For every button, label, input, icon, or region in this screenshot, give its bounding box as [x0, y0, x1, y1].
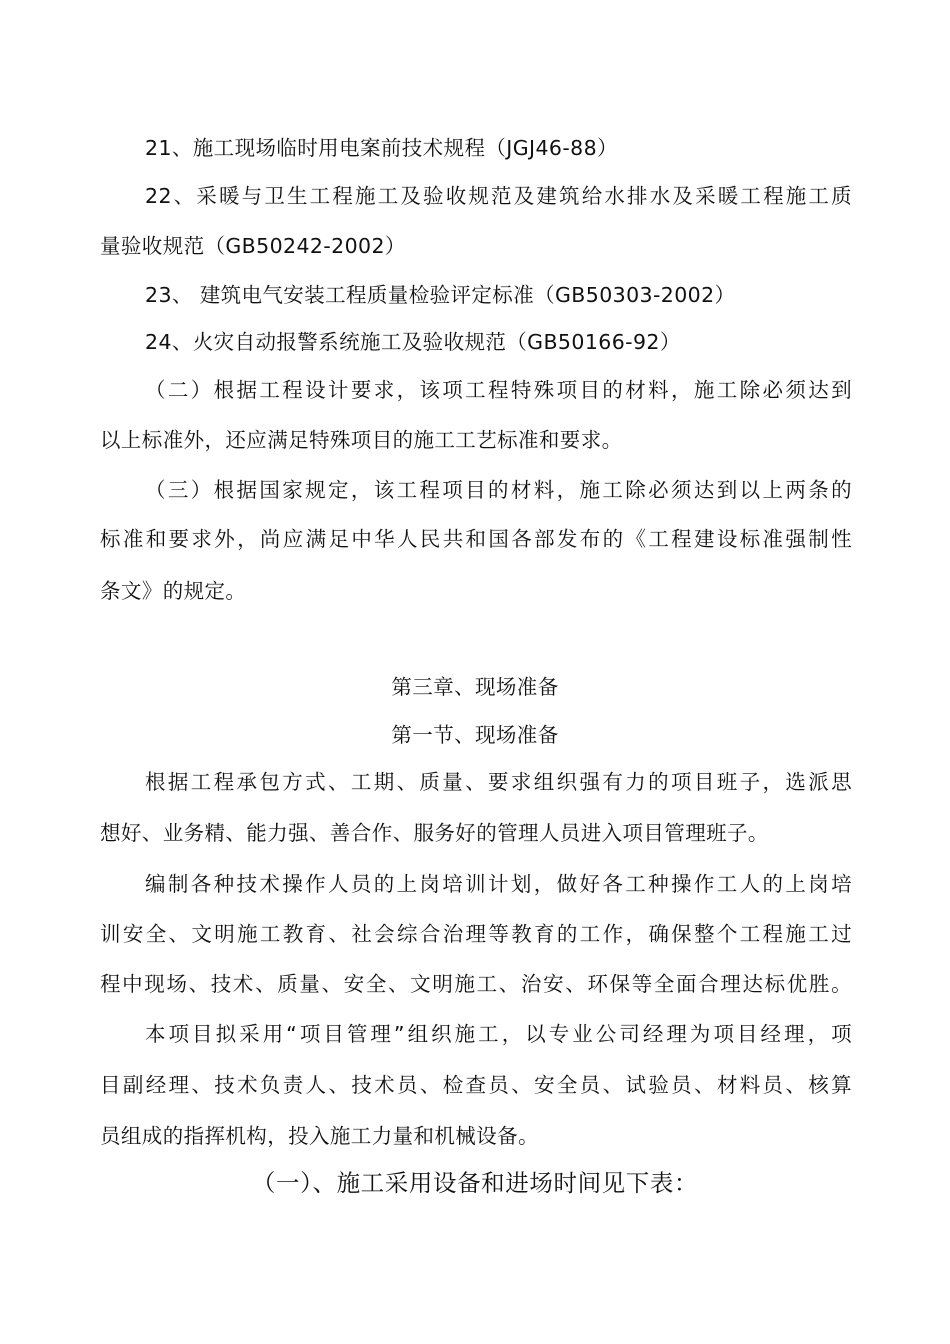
standard-item-23: 23、 建筑电气安装工程质量检验评定标准（GB50303-2002）	[145, 283, 736, 307]
paragraph-three-line-3: 条文》的规定。	[100, 579, 247, 603]
paragraph-team-line-2: 想好、业务精、能力强、善合作、服务好的管理人员进入项目管理班子。	[100, 821, 769, 845]
equipment-table-heading: （一）、施工采用设备和进场时间见下表：	[251, 1169, 699, 1197]
paragraph-management-line-2: 目副经理、技术负责人、技术员、检查员、安全员、试验员、材料员、核算	[100, 1073, 852, 1097]
standard-item-22-line-2: 量验收规范（GB50242-2002）	[100, 234, 406, 258]
paragraph-management-line-3: 员组成的指挥机构，投入施工力量和机械设备。	[100, 1124, 539, 1148]
paragraph-two-line-2: 以上标准外，还应满足特殊项目的施工工艺标准和要求。	[100, 428, 623, 452]
chapter-title: 第三章、现场准备	[391, 675, 559, 699]
paragraph-three-line-1: （三）根据国家规定，该工程项目的材料，施工除必须达到以上两条的	[145, 478, 852, 502]
standard-item-22-line-1: 22、采暖与卫生工程施工及验收规范及建筑给水排水及采暖工程施工质	[145, 184, 852, 208]
paragraph-training-line-3: 程中现场、技术、质量、安全、文明施工、治安、环保等全面合理达标优胜。	[100, 972, 852, 996]
paragraph-training-line-2: 训安全、文明施工教育、社会综合治理等教育的工作，确保整个工程施工过	[100, 922, 852, 946]
paragraph-team-line-1: 根据工程承包方式、工期、质量、要求组织强有力的项目班子，选派思	[145, 770, 852, 794]
standard-item-21: 21、施工现场临时用电案前技术规程（JGJ46-88）	[145, 136, 618, 160]
paragraph-training-line-1: 编制各种技术操作人员的上岗培训计划，做好各工种操作工人的上岗培	[145, 872, 852, 896]
section-title: 第一节、现场准备	[391, 723, 559, 747]
paragraph-two-line-1: （二）根据工程设计要求，该项工程特殊项目的材料，施工除必须达到	[145, 378, 852, 402]
paragraph-management-line-1: 本项目拟采用“项目管理”组织施工，以专业公司经理为项目经理，项	[145, 1022, 852, 1046]
paragraph-three-line-2: 标准和要求外，尚应满足中华人民共和国各部发布的《工程建设标准强制性	[100, 527, 852, 551]
standard-item-24: 24、火灾自动报警系统施工及验收规范（GB50166-92）	[145, 330, 681, 354]
